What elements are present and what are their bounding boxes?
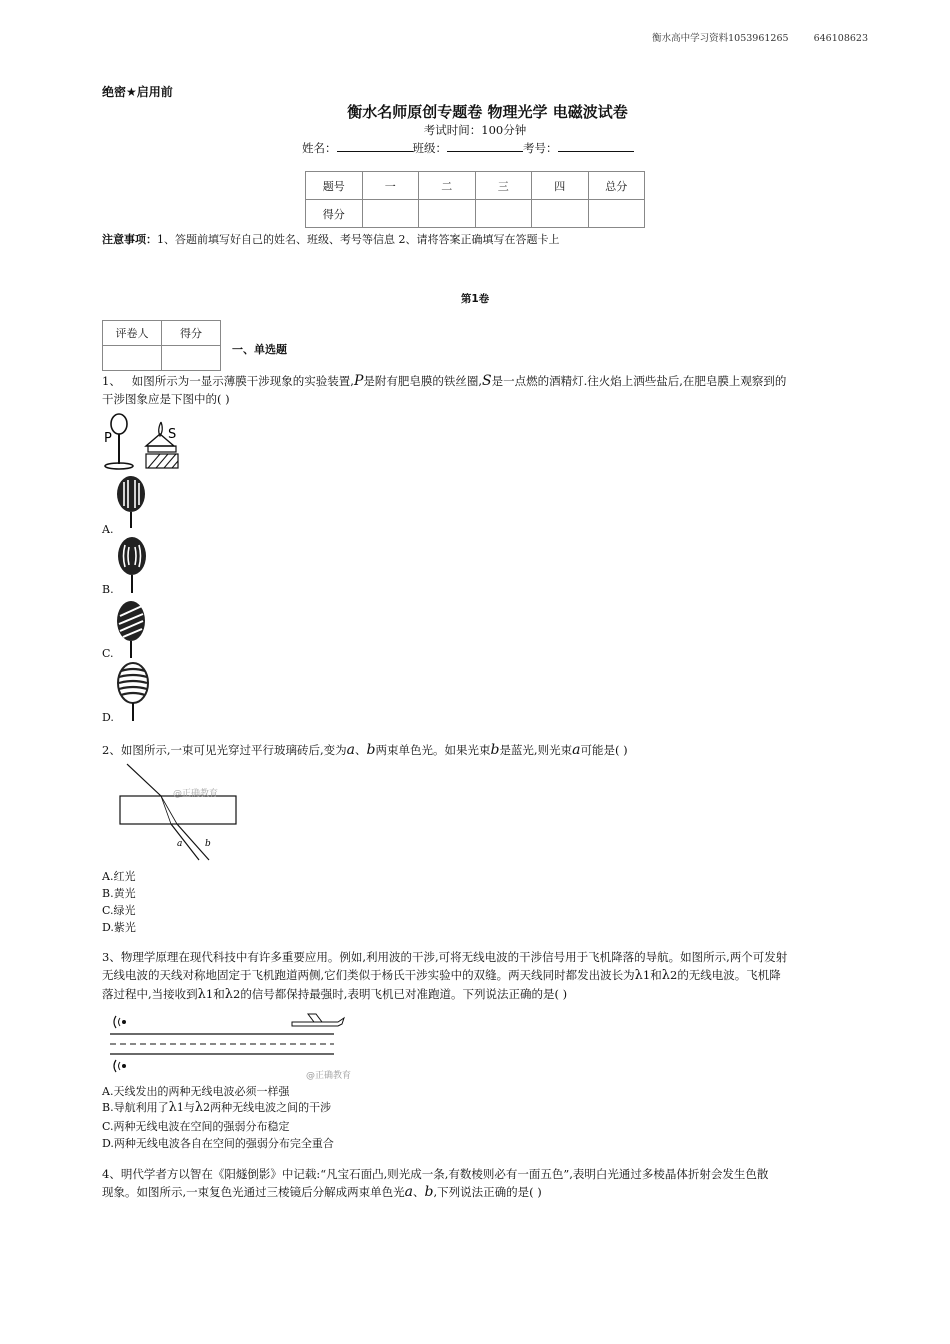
volume-title: 第1卷 [460, 293, 490, 305]
q3-option-b-text: 两种无线电波之间的干涉 [210, 1101, 332, 1114]
q1-option-a[interactable]: A. [102, 523, 114, 536]
question-1 [102, 372, 852, 408]
name-label: 姓名： [302, 141, 337, 155]
score-header-cell: 三 [475, 172, 532, 200]
q3-sub: 2 [203, 1101, 211, 1114]
score-cell[interactable] [588, 200, 645, 228]
q1-text-line2: 干涉图象应是下图中的( ) [102, 392, 230, 406]
q3-option-b-text: B.导航利用了 [102, 1101, 169, 1114]
q1-apparatus-figure [102, 412, 192, 474]
q1-text: 如图所示为一显示薄膜干涉现象的实验装置, [131, 374, 354, 388]
class-label: 班级： [412, 141, 447, 155]
q2-text: 、 [355, 743, 367, 757]
grader-table [102, 320, 221, 371]
q3-lambda: λ [224, 987, 233, 1002]
class-blank[interactable] [447, 140, 523, 152]
q3-option-b[interactable] [102, 1099, 331, 1115]
q2-var-a: a [572, 742, 581, 758]
q2-var-a: a [346, 742, 355, 758]
q1-var-s: S [482, 373, 492, 389]
q1-option-b-figure [115, 535, 151, 595]
q1-text: 是附有肥皂膜的铁丝圈, [363, 374, 483, 388]
q3-option-d[interactable]: D.两种无线电波各自在空间的强弱分布完全重合 [102, 1137, 334, 1150]
q3-option-b-text: 与 [183, 1101, 195, 1114]
grader-score-header: 得分 [162, 321, 221, 346]
q2-option-b[interactable]: B.黄光 [102, 887, 136, 900]
q2-text: 可能是( ) [580, 743, 628, 757]
number-label: 考号： [523, 141, 558, 155]
q2-var-b: b [490, 742, 500, 758]
q4-text: 现象。如图所示,一束复色光通过三棱镜后分解成两束单色光 [102, 1185, 405, 1199]
page-title: 衡水名师原创专题卷 物理光学 电磁波试卷 [347, 103, 628, 121]
exam-time: 考试时间：100分钟 [423, 123, 527, 137]
q2-text: 两束单色光。如果光束 [375, 743, 491, 757]
source-text: 衡水高中学习资料1053961265 [652, 33, 789, 44]
q2-option-a[interactable]: A.红光 [102, 870, 136, 883]
label-p: P [104, 431, 112, 446]
name-blank[interactable] [337, 140, 413, 152]
q3-text: 和 [213, 987, 225, 1001]
q1-option-c[interactable]: C. [102, 647, 114, 660]
q4-var-b: b [424, 1184, 434, 1200]
q2-text: 是蓝光,则光束 [499, 743, 573, 757]
score-row-label: 得分 [306, 200, 363, 228]
q3-lambda: λ [194, 1100, 204, 1115]
number-blank[interactable] [558, 140, 634, 152]
q3-option-c[interactable]: C.两种无线电波在空间的强弱分布稳定 [102, 1120, 290, 1133]
score-cell[interactable] [419, 200, 476, 228]
question-3 [102, 948, 862, 1004]
q2-text: 2、如图所示,一束可见光穿过平行玻璃砖后,变为 [102, 743, 347, 757]
q1-option-a-figure [115, 474, 151, 530]
q1-var-p: P [353, 373, 364, 389]
q2-label-b: b [205, 839, 211, 849]
confidential-mark: 绝密★启用前 [102, 85, 173, 99]
score-table-header-row [306, 172, 645, 200]
q3-sub: 1 [642, 968, 651, 982]
score-cell[interactable] [362, 200, 419, 228]
q1-option-b[interactable]: B. [102, 583, 114, 596]
grader-cell[interactable] [103, 346, 162, 371]
question-2 [102, 741, 852, 759]
score-header-cell: 二 [419, 172, 476, 200]
student-info-line [302, 140, 634, 156]
q2-option-c[interactable]: C.绿光 [102, 904, 136, 917]
q1-number: 1、 [102, 374, 121, 388]
score-header-cell: 一 [362, 172, 419, 200]
q3-text-line1: 3、物理学原理在现代科技中有许多重要应用。例如,利用波的干涉,可将无线电波的干涉信号用于飞机降落的导航。如图所示,两个可发射 [102, 950, 788, 964]
q1-option-d-figure [114, 661, 152, 723]
q4-text-line1: 4、明代学者方以智在《阳燧倒影》中记载:“凡宝石面凸,则光成一条,有数棱则必有一面五色”,表明白光通过多棱晶体折射会发生色散 [102, 1167, 769, 1181]
q3-lambda: λ [197, 987, 206, 1002]
q4-text: ,下列说法正确的是( ) [433, 1185, 542, 1199]
q3-runway-figure [102, 1008, 358, 1084]
q3-sub: 1 [176, 1101, 184, 1114]
grader-score-cell[interactable] [162, 346, 221, 371]
q3-sub: 2 [669, 968, 678, 982]
grader-header: 评卷人 [103, 321, 162, 346]
q3-text: 无线电波的天线对称地固定于飞机跑道两侧,它们类似于杨氏干涉实验中的双缝。两天线同时都发出波长为 [102, 968, 635, 982]
q3-sub: 1 [205, 987, 214, 1001]
q3-lambda: λ [168, 1100, 177, 1115]
watermark: @正确教育 [173, 789, 219, 799]
q1-text: 是一点燃的酒精灯.往火焰上洒些盐后,在肥皂膜上观察到的 [491, 374, 787, 388]
q3-sub: 2 [232, 987, 241, 1001]
question-4 [102, 1165, 862, 1201]
q3-text: 的无线电波。飞机降 [677, 968, 781, 982]
q4-var-a: a [404, 1184, 414, 1200]
q1-option-d[interactable]: D. [102, 711, 114, 724]
score-header-cell: 题号 [306, 172, 363, 200]
source-code: 646108623 [813, 33, 868, 44]
q2-var-b: b [366, 742, 376, 758]
watermark: @正确教育 [306, 1071, 352, 1081]
notice [102, 231, 560, 247]
q2-glass-slab-figure [115, 762, 245, 864]
q2-option-d[interactable]: D.紫光 [102, 921, 136, 934]
q3-text: 和 [650, 968, 662, 982]
q2-label-a: a [177, 839, 183, 849]
q3-text: 的信号都保持最强时,表明飞机已对准跑道。下列说法正确的是( ) [240, 987, 568, 1001]
score-header-cell: 四 [532, 172, 589, 200]
notice-label: 注意事项： [102, 233, 157, 246]
score-header-cell: 总分 [588, 172, 645, 200]
section-title: 一、单选题 [232, 343, 287, 356]
score-cell[interactable] [475, 200, 532, 228]
q3-lambda: λ [634, 968, 643, 983]
score-table [305, 171, 645, 228]
q4-text: 、 [413, 1185, 425, 1199]
score-cell[interactable] [532, 200, 589, 228]
score-table-score-row [306, 200, 645, 228]
q1-option-c-figure [113, 598, 149, 660]
label-s: S [168, 427, 177, 442]
q3-option-a[interactable]: A.天线发出的两种无线电波必须一样强 [102, 1085, 290, 1098]
q3-lambda: λ [661, 968, 670, 983]
q3-text: 落过程中,当接收到 [102, 987, 198, 1001]
notice-text: 1、答题前填写好自己的姓名、班级、考号等信息 2、请将答案正确填写在答题卡上 [157, 233, 560, 246]
header-source [652, 30, 868, 44]
